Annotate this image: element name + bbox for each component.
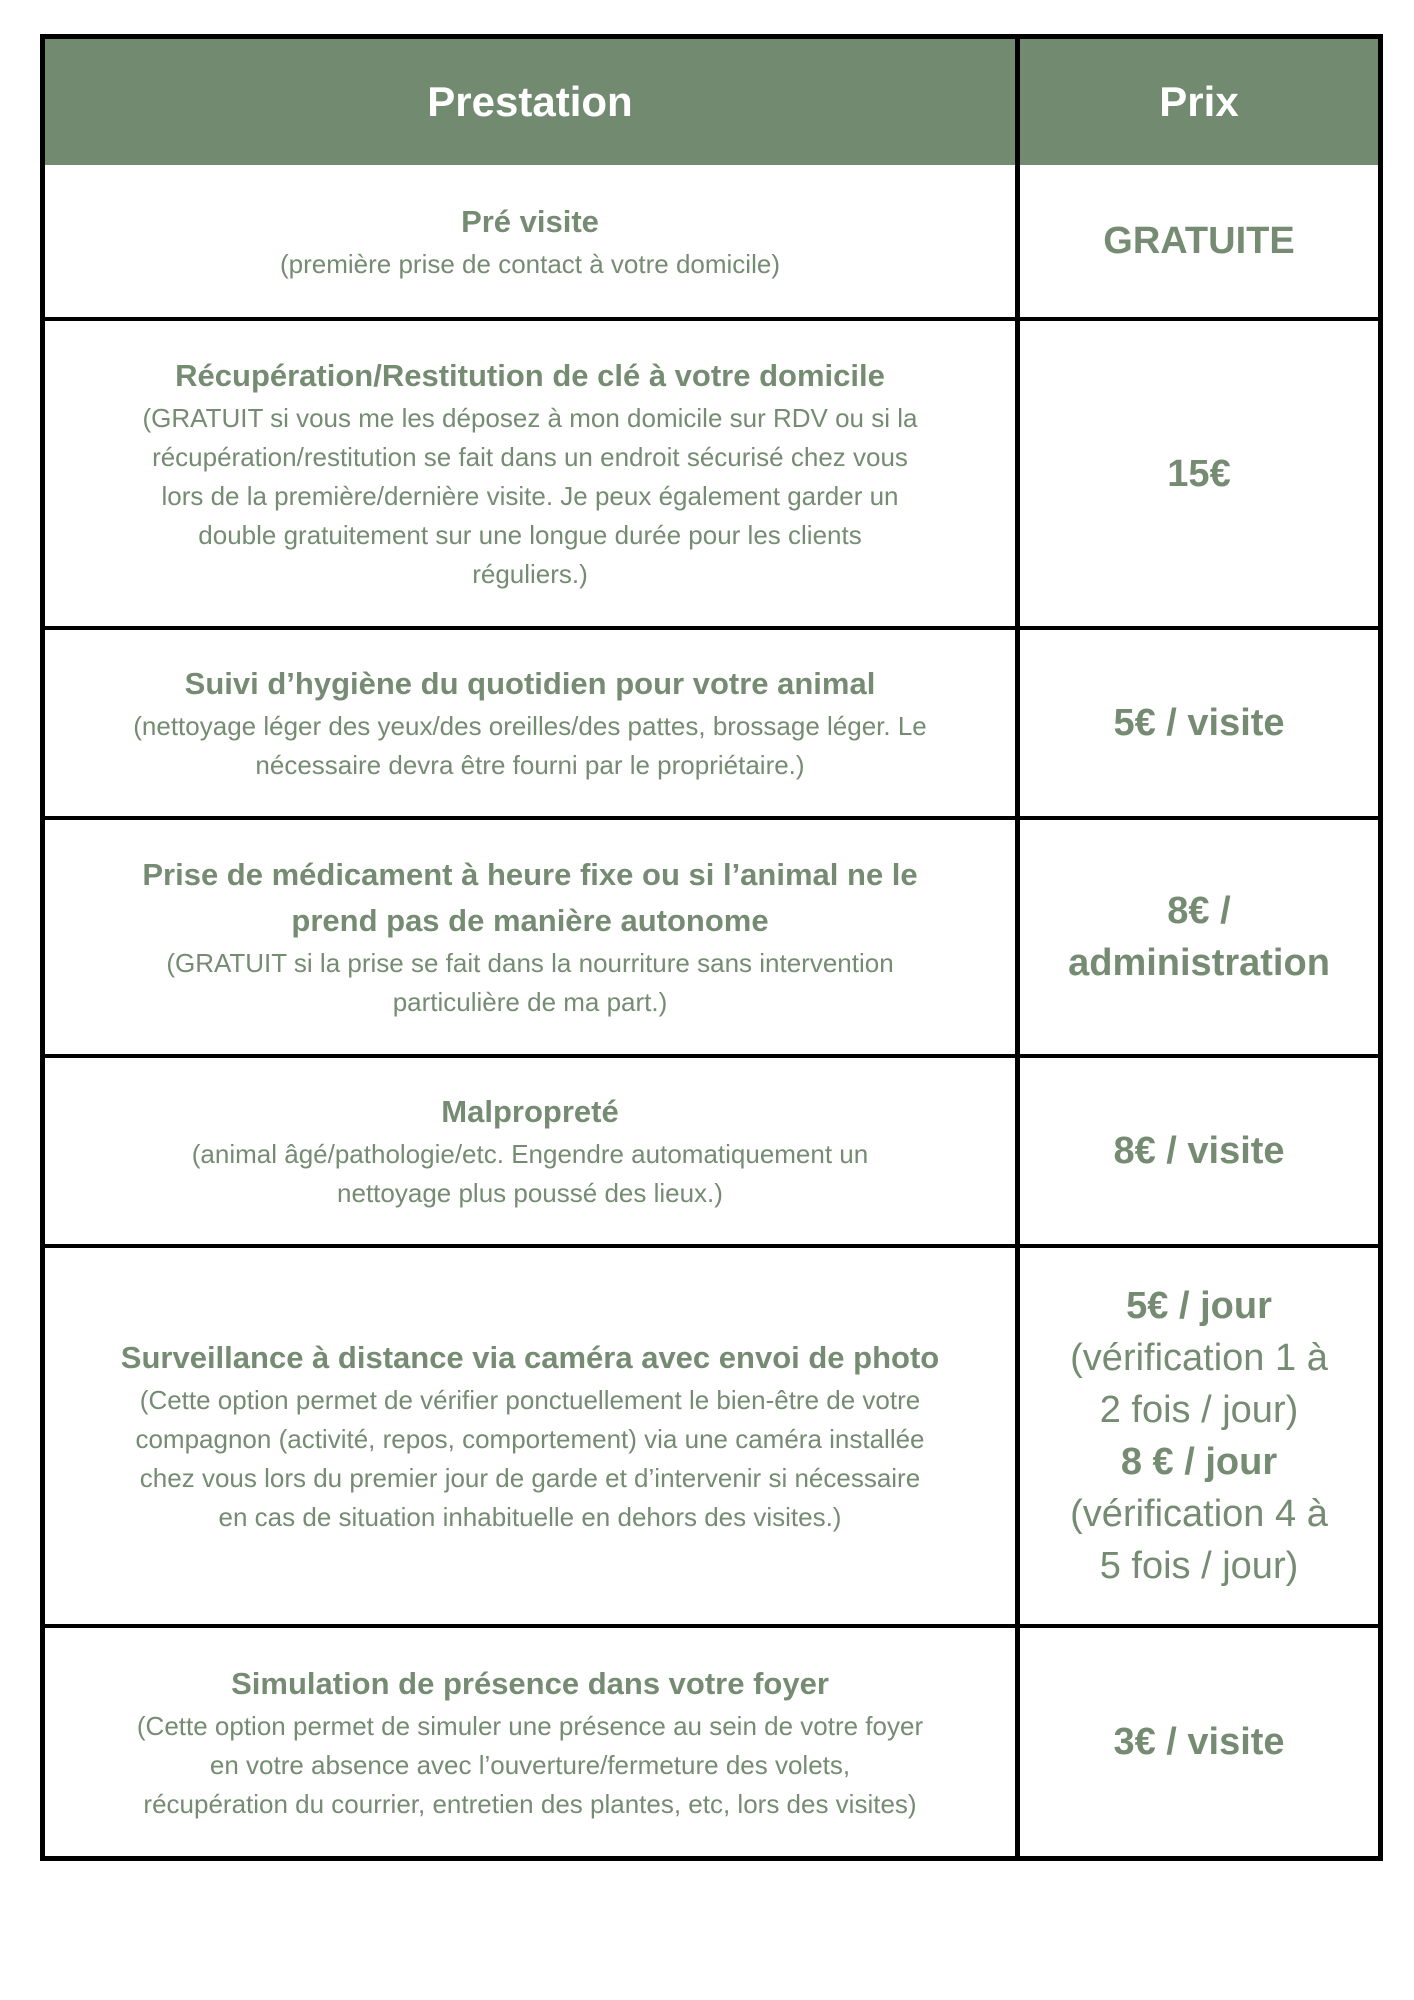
service-title: Surveillance à distance via caméra avec envoi de photo bbox=[120, 1340, 940, 1375]
service-title: Pré visite bbox=[461, 203, 599, 239]
service-detail: (animal âgé/pathologie/etc. Engendre automatiquement un bbox=[191, 1139, 869, 1169]
table-row bbox=[45, 626, 1378, 816]
table-header-row bbox=[45, 39, 1378, 165]
price-value: 15€ bbox=[1167, 452, 1231, 495]
price-note: (vérification 4 à bbox=[1070, 1493, 1328, 1535]
price-value: GRATUITE bbox=[1103, 220, 1295, 262]
service-detail: (nettoyage léger des yeux/des oreilles/des pattes, brossage léger. Le bbox=[133, 711, 927, 741]
price-cell bbox=[1020, 165, 1378, 317]
price-cell bbox=[1020, 630, 1378, 816]
service-title: Suivi d’hygiène du quotidien pour votre animal bbox=[184, 666, 876, 701]
service-cell bbox=[45, 630, 1020, 816]
price-cell bbox=[1020, 321, 1378, 626]
service-detail: (première prise de contact à votre domicile) bbox=[280, 248, 780, 279]
service-cell bbox=[45, 1628, 1020, 1856]
service-cell bbox=[45, 165, 1020, 317]
table-row bbox=[45, 165, 1378, 317]
service-title: prend pas de manière autonome bbox=[291, 903, 769, 938]
service-detail: (GRATUIT si vous me les déposez à mon domicile sur RDV ou si la bbox=[142, 403, 918, 433]
table-row bbox=[45, 816, 1378, 1054]
table-row bbox=[45, 317, 1378, 626]
price-note: 2 fois / jour) bbox=[1099, 1389, 1299, 1431]
price-cell bbox=[1020, 1248, 1378, 1624]
service-detail: en votre absence avec l’ouverture/fermeture des volets, bbox=[209, 1749, 851, 1780]
price-value: 3€ / visite bbox=[1113, 1721, 1285, 1763]
price-cell bbox=[1020, 820, 1378, 1054]
service-detail: réguliers.) bbox=[472, 559, 588, 589]
price-value: 8€ / visite bbox=[1113, 1130, 1285, 1172]
service-detail: chez vous lors du premier jour de garde et d’intervenir si nécessaire bbox=[139, 1463, 921, 1493]
service-detail: (Cette option permet de vérifier ponctuellement le bien-être de votre bbox=[139, 1385, 921, 1415]
price-note: 5 fois / jour) bbox=[1099, 1545, 1299, 1587]
pricing-table bbox=[40, 34, 1383, 1861]
table-row bbox=[45, 1624, 1378, 1856]
service-title: Récupération/Restitution de clé à votre domicile bbox=[175, 358, 885, 393]
service-title: Malpropreté bbox=[441, 1094, 619, 1129]
price-note: (vérification 1 à bbox=[1070, 1337, 1328, 1379]
service-title: Prise de médicament à heure fixe ou si l’animal ne le bbox=[142, 857, 918, 892]
price-value: administration bbox=[1068, 942, 1330, 984]
service-cell bbox=[45, 321, 1020, 626]
service-detail: compagnon (activité, repos, comportement) via une caméra installée bbox=[135, 1424, 925, 1454]
service-detail: en cas de situation inhabituelle en dehors des visites.) bbox=[218, 1502, 842, 1532]
service-detail: récupération du courrier, entretien des plantes, etc, lors des visites) bbox=[143, 1788, 917, 1819]
table-row bbox=[45, 1054, 1378, 1244]
price-value: 5€ / jour bbox=[1126, 1285, 1272, 1327]
service-cell bbox=[45, 1058, 1020, 1244]
price-value: 5€ / visite bbox=[1113, 702, 1285, 744]
service-detail: double gratuitement sur une longue durée pour les clients bbox=[198, 520, 862, 550]
service-detail: récupération/restitution se fait dans un endroit sécurisé chez vous bbox=[152, 442, 908, 472]
service-cell bbox=[45, 1248, 1020, 1624]
price-cell bbox=[1020, 1628, 1378, 1856]
service-cell bbox=[45, 820, 1020, 1054]
service-detail: (GRATUIT si la prise se fait dans la nourriture sans intervention bbox=[166, 948, 894, 978]
price-cell bbox=[1020, 1058, 1378, 1244]
price-value: 8 € / jour bbox=[1120, 1441, 1278, 1483]
service-detail: nécessaire devra être fourni par le propriétaire.) bbox=[255, 750, 805, 780]
service-detail: lors de la première/dernière visite. Je peux également garder un bbox=[161, 481, 899, 511]
service-title: Simulation de présence dans votre foyer bbox=[231, 1665, 829, 1701]
price-value: 8€ / bbox=[1167, 890, 1231, 932]
service-detail: nettoyage plus poussé des lieux.) bbox=[337, 1178, 723, 1208]
header-prestation: Prestation bbox=[45, 39, 1020, 165]
service-detail: (Cette option permet de simuler une présence au sein de votre foyer bbox=[136, 1710, 924, 1741]
service-detail: particulière de ma part.) bbox=[392, 987, 668, 1017]
table-row bbox=[45, 1244, 1378, 1624]
header-prix: Prix bbox=[1159, 78, 1239, 125]
